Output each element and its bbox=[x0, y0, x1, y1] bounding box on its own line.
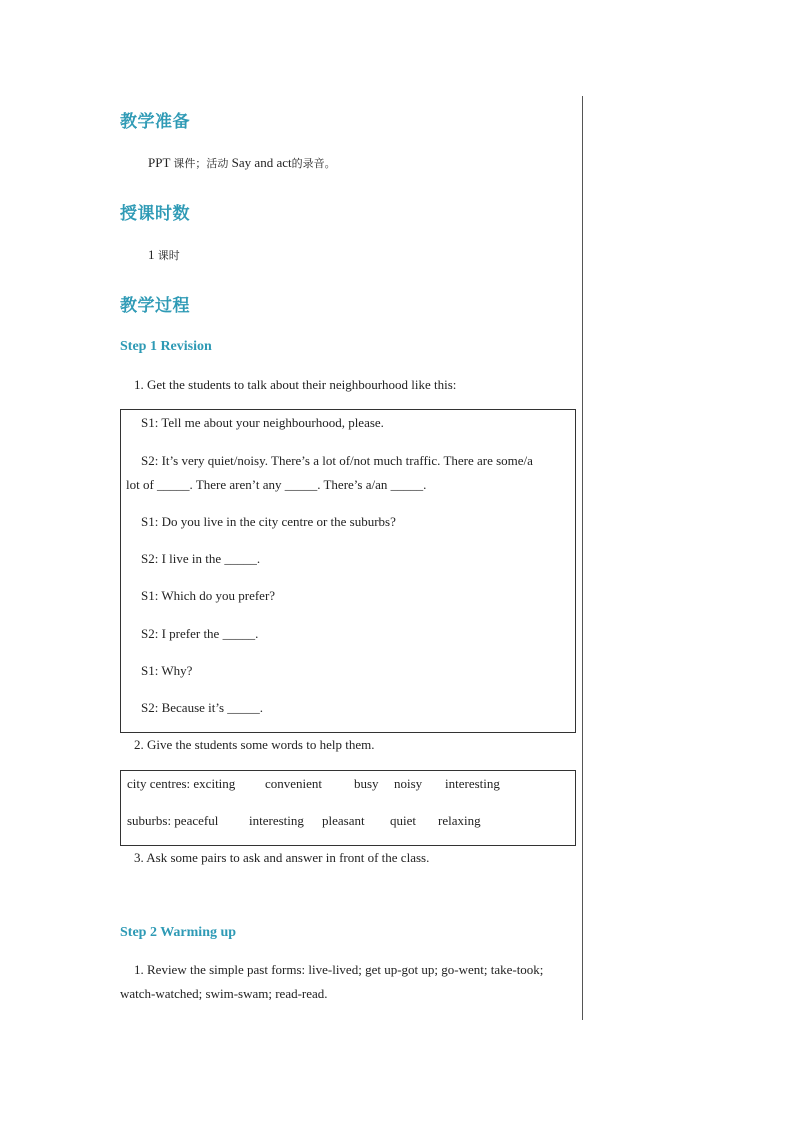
word-item: busy bbox=[354, 776, 379, 791]
dialogue-line: lot of _____. There aren’t any _____. There’s a/an _____. bbox=[126, 477, 427, 492]
step2-item1-line1: 1. Review the simple past forms: live-lived; get up-got up; go-went; take-took; bbox=[134, 962, 544, 977]
preparation-text bbox=[148, 155, 336, 172]
city-centres-label: city centres: exciting bbox=[127, 776, 236, 791]
word-item: pleasant bbox=[322, 813, 365, 828]
class-hours-unit: 课时 bbox=[157, 249, 180, 262]
heading-class-hours: 授课时数 bbox=[120, 204, 190, 224]
word-item: interesting bbox=[249, 813, 304, 828]
prep-ppt: PPT bbox=[148, 155, 171, 170]
dialogue-line: S1: Why? bbox=[141, 663, 193, 678]
class-hours-text bbox=[148, 247, 180, 264]
page-margin-line bbox=[582, 96, 583, 1020]
class-hours-count: 1 bbox=[148, 247, 155, 262]
dialogue-line: S1: Tell me about your neighbourhood, please. bbox=[141, 415, 384, 430]
heading-teaching-preparation: 教学准备 bbox=[120, 112, 190, 132]
word-item: convenient bbox=[265, 776, 323, 791]
prep-courseware: 课件；活动 bbox=[173, 157, 229, 170]
step1-title: Step 1 Revision bbox=[120, 339, 212, 354]
prep-say-and-act: Say and act bbox=[231, 155, 292, 170]
dialogue-line: S2: I live in the _____. bbox=[141, 551, 261, 566]
word-item: interesting bbox=[445, 776, 500, 791]
prep-recording: 的录音。 bbox=[291, 157, 336, 170]
dialogue-line: S2: It’s very quiet/noisy. There’s a lot of/not much traffic. There are some/a bbox=[141, 453, 533, 468]
dialogue-box bbox=[120, 409, 576, 733]
dialogue-line: S1: Do you live in the city centre or the suburbs? bbox=[141, 514, 396, 529]
step1-item3: 3. Ask some pairs to ask and answer in front of the class. bbox=[134, 850, 430, 865]
word-item: relaxing bbox=[438, 813, 481, 828]
word-item: noisy bbox=[394, 776, 423, 791]
dialogue-line: S2: I prefer the _____. bbox=[141, 626, 259, 641]
step1-item2: 2. Give the students some words to help them. bbox=[134, 737, 375, 752]
step2-item1-line2: watch-watched; swim-swam; read-read. bbox=[120, 986, 328, 1001]
dialogue-line: S2: Because it’s _____. bbox=[141, 700, 264, 715]
heading-teaching-process: 教学过程 bbox=[120, 296, 190, 316]
step2-title: Step 2 Warming up bbox=[120, 925, 237, 940]
words-box bbox=[120, 770, 576, 846]
step1-item1: 1. Get the students to talk about their neighbourhood like this: bbox=[134, 377, 457, 392]
word-item: quiet bbox=[390, 813, 416, 828]
dialogue-line: S1: Which do you prefer? bbox=[141, 588, 276, 603]
suburbs-label: suburbs: peaceful bbox=[127, 813, 219, 828]
